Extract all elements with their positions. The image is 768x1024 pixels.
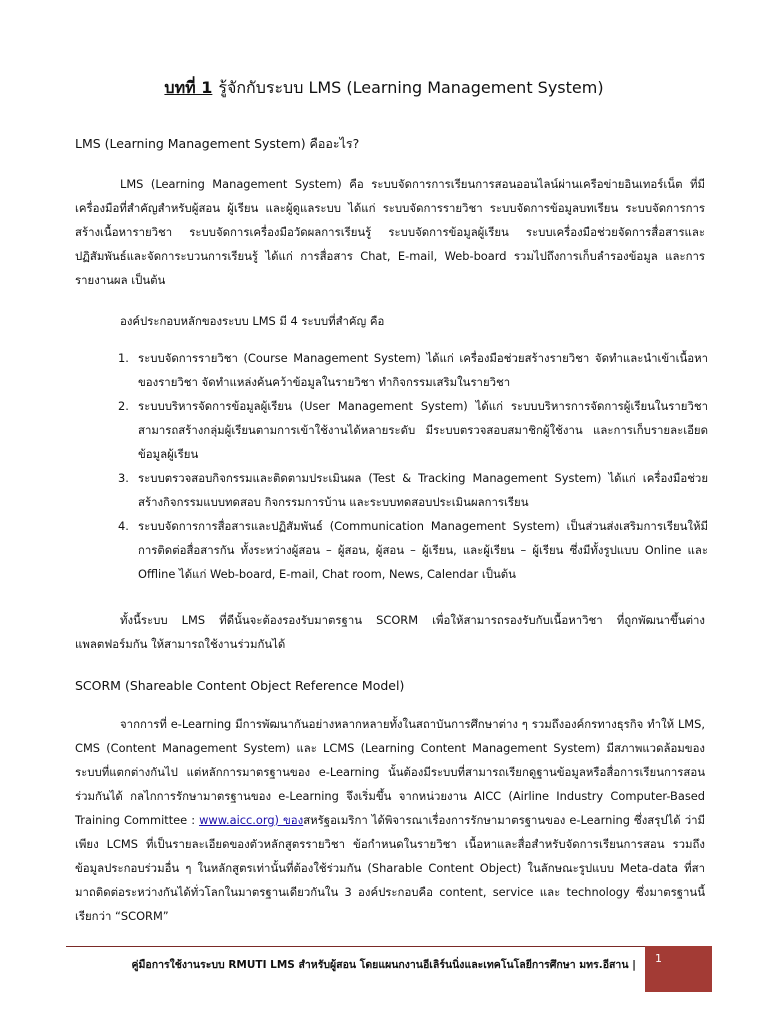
paragraph-scorm-requirement: ทั้งนี้ระบบ LMS ที่ดีนั้นจะต้องรองรับมาตรฐาน SCORM เพื่อให้สามารถรองรับกับเนื้อหาวิชา ที่ถูกพัฒนาขึ้นต่างแพลตฟอร์มกัน ให้สามารถใช้งานร่วมกันได้ — [75, 613, 705, 651]
paragraph-scorm: จากการที่ e-Learning มีการพัฒนากันอย่างหลากหลายทั้งในสถาบันการศึกษาต่าง ๆ รวมถึงองค์กรทางธุรกิจ ทำให้ LMS, CMS (Content Management System) และ LCMS (Learning Content Management System) มีสภาพแวดล้อมของระบบที่แตกต่างกันไป แต่หลักการมาตรฐานของ e-Learning นั้นต้องมีระบบที่สามารถเรียกดูฐานข้อมูลหรือสื่อการเรียนการสอนร่วมกันได้ กลไกการรักษามาตรฐานของ e-Learning จึงเริ่มขึ้น จากหน่วยงาน AICC (Airline Industry Computer-Based Training Committee : www.aicc.org) ของสหรัฐอเมริกา ได้พิจารณาเรื่องการรักษามาตรฐานของ e-Learning ซึ่งสรุปได้ ว่ามีเพียง LCMS ที่เป็นรายละเอียดของตัวหลักสูตรรายวิชา ข้อกำหนดในรายวิชา เนื้อหาและสื่อสำหรับจัดการเรียนการสอน รวมถึงข้อมูลประกอบร่วมอื่น ๆ ในหลักสูตรเท่านั้นที่ต้องใช้ร่วมกัน (Sharable Content Object) ในลักษณะรูปแบบ Meta-data ที่สามาถติดต่อระหว่างกันได้ทั่วโลกในมาตรฐานเดียวกันใน 3 องค์ประกอบคือ content, service และ technology ซึ่งมาตรฐานนี้เรียกว่า “SCORM” — [75, 717, 706, 923]
paragraph-lms-definition: LMS (Learning Management System) คือ ระบบจัดการการเรียนการสอนออนไลน์ผ่านเครือข่ายอินเทอร์เน็ต ที่มีเครื่องมือที่สำคัญสำหรับผู้สอน ผู้เรียน และผู้ดูแลระบบ ได้แก่ ระบบจัดการรายวิชา ระบบจัดการข้อมูลบทเรียน ระบบจัดการการสร้างเนื้อหารายวิชา ระบบจัดการเครื่องมือวัดผลการเรียนรู้ ระบบจัดการข้อมูลผู้เรียน ระบบเครื่องมือช่วยจัดการสื่อสารและปฏิสัมพันธ์และจัดการะบวนการเรียนรู้ ได้แก่ การสื่อสาร Chat, E-mail, Web-board รวมไปถึงการเก็บลำรองข้อมูล และการรายงานผล เป็นต้น — [75, 177, 705, 287]
list-item: 4. ระบบจัดการการสื่อสารและปฏิสัมพันธ์ (Communication Management System) เป็นส่วนส่งเสริมการเรียนให้มีการติดต่อสื่อสารกัน ทั้งระหว่างผู้สอน – ผู้สอน, ผู้สอน – ผู้เรียน, และผู้เรียน – ผู้เรียน ซึ่งมีทั้งรูปแบบ Online และ Offline ได้แก่ Web-board, E-mail, Chat room, News, Calendar เป็นต้น — [118, 519, 708, 581]
footer-text: คู่มือการใช้งานระบบ RMUTI LMS สำหรับผู้สอน โดยแผนกงานอีเลิร์นนิ่งและเทคโนโลยีการศึกษา มทร.อีสาน | — [131, 959, 636, 971]
chapter-number: บทที่ 1 — [164, 78, 213, 97]
chapter-title — [0, 74, 768, 102]
section-heading-scorm: SCORM (Shareable Content Object Reference Model) — [75, 678, 405, 693]
section-heading-lms: LMS (Learning Management System) คืออะไร? — [75, 136, 360, 151]
list-item: 1. ระบบจัดการรายวิชา (Course Management System) ได้แก่ เครื่องมือช่วยสร้างรายวิชา จัดทำและนำเข้าเนื้อหาของรายวิชา จัดทำแหล่งค้นคว้าข้อมูลในรายวิชา ทำกิจกรรมเสริมในรายวิชา — [118, 351, 708, 389]
page-number-box — [645, 946, 712, 992]
aicc-link[interactable]: www.aicc.org) ของ — [199, 813, 304, 827]
page-number: 1 — [655, 952, 662, 965]
list-item: 2. ระบบบริหารจัดการข้อมูลผู้เรียน (User Management System) ได้แก่ ระบบบริหารการจัดการผู้เรียนในรายวิชา สามารถสร้างกลุ่มผู้เรียนตามการเข้าใช้งานได้หลายระดับ มีระบบตรวจสอบสมาชิกผู้ใช้งาน และการเก็บรายละเอียดข้อมูลผู้เรียน — [118, 399, 708, 461]
chapter-title-text: รู้จักกับระบบ LMS (Learning Management System) — [218, 78, 604, 97]
components-list — [118, 346, 708, 586]
paragraph-lms-components-intro: องค์ประกอบหลักของระบบ LMS มี 4 ระบบที่สำคัญ คือ — [120, 314, 385, 328]
list-item: 3. ระบบตรวจสอบกิจกรรมและติดตามประเมินผล (Test & Tracking Management System) ได้แก่ เครื่องมือช่วยสร้างกิจกรรมแบบทดสอบ กิจกรรมการบ้าน และระบบทดสอบประเมินผลการเรียน — [118, 471, 708, 509]
footer-divider — [66, 946, 712, 947]
